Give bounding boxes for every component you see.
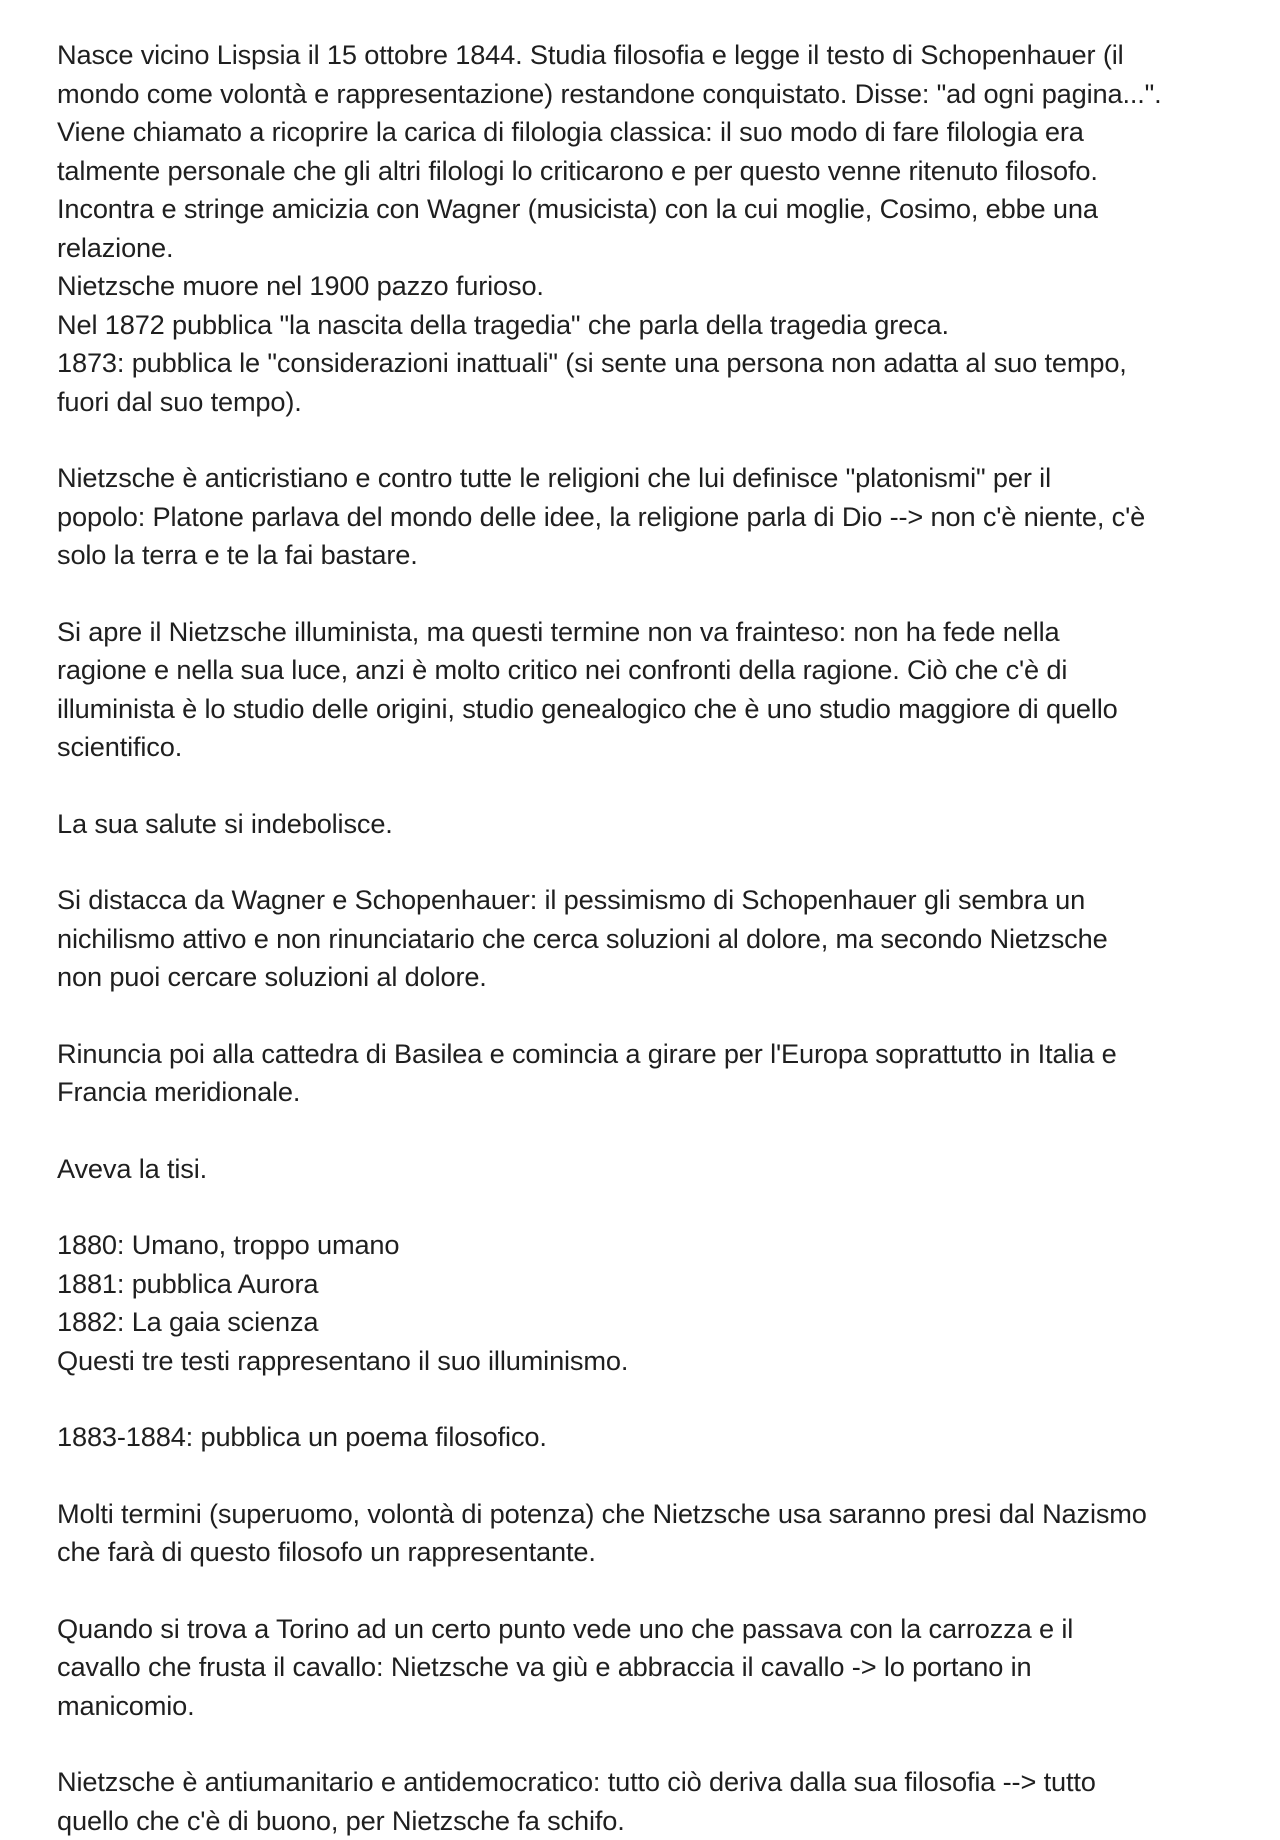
text-line: talmente personale che gli altri filologi lo criticarono e per questo venne ritenuto filosofo. [57, 152, 1230, 191]
text-line: Nel 1872 pubblica "la nascita della tragedia" che parla della tragedia greca. [57, 306, 1230, 345]
text-line: Quando si trova a Torino ad un certo punto vede uno che passava con la carrozza e il [57, 1610, 1230, 1649]
text-line: 1883-1884: pubblica un poema filosofico. [57, 1418, 1230, 1457]
document-body [57, 36, 1230, 1840]
text-line: nichilismo attivo e non rinunciatario che cerca soluzioni al dolore, ma secondo Nietzsche [57, 920, 1230, 959]
paragraph [57, 613, 1230, 767]
text-line: ragione e nella sua luce, anzi è molto critico nei confronti della ragione. Ciò che c'è di [57, 651, 1230, 690]
paragraph [57, 459, 1230, 575]
paragraph [57, 1226, 1230, 1380]
text-line: Nietzsche è anticristiano e contro tutte le religioni che lui definisce "platonismi" per il [57, 459, 1230, 498]
text-line: Rinuncia poi alla cattedra di Basilea e comincia a girare per l'Europa soprattutto in Italia e [57, 1035, 1230, 1074]
text-line: 1880: Umano, troppo umano [57, 1226, 1230, 1265]
paragraph [57, 1495, 1230, 1572]
text-line: La sua salute si indebolisce. [57, 805, 1230, 844]
text-line: Nietzsche è antiumanitario e antidemocratico: tutto ciò deriva dalla sua filosofia --> tutto [57, 1763, 1230, 1802]
text-line: scientifico. [57, 728, 1230, 767]
text-line: Incontra e stringe amicizia con Wagner (musicista) con la cui moglie, Cosimo, ebbe una [57, 190, 1230, 229]
text-line: 1881: pubblica Aurora [57, 1265, 1230, 1304]
paragraph [57, 1418, 1230, 1457]
text-line: 1873: pubblica le "considerazioni inattuali" (si sente una persona non adatta al suo tempo, [57, 344, 1230, 383]
text-line: Molti termini (superuomo, volontà di potenza) che Nietzsche usa saranno presi dal Nazismo [57, 1495, 1230, 1534]
text-line: Viene chiamato a ricoprire la carica di filologia classica: il suo modo di fare filologia era [57, 113, 1230, 152]
paragraph [57, 1610, 1230, 1726]
text-line: Francia meridionale. [57, 1073, 1230, 1112]
text-line: non puoi cercare soluzioni al dolore. [57, 958, 1230, 997]
text-line: Aveva la tisi. [57, 1150, 1230, 1189]
text-line: relazione. [57, 229, 1230, 268]
paragraph [57, 805, 1230, 844]
text-line: popolo: Platone parlava del mondo delle idee, la religione parla di Dio --> non c'è niente, c'è [57, 498, 1230, 537]
text-line: quello che c'è di buono, per Nietzsche fa schifo. [57, 1802, 1230, 1840]
text-line: fuori dal suo tempo). [57, 383, 1230, 422]
text-line: che farà di questo filosofo un rappresentante. [57, 1533, 1230, 1572]
text-line: manicomio. [57, 1687, 1230, 1726]
text-line: illuminista è lo studio delle origini, studio genealogico che è uno studio maggiore di quello [57, 690, 1230, 729]
text-line: mondo come volontà e rappresentazione) restandone conquistato. Disse: "ad ogni pagina...". [57, 75, 1230, 114]
paragraph [57, 36, 1230, 421]
text-line: Si apre il Nietzsche illuminista, ma questi termine non va frainteso: non ha fede nella [57, 613, 1230, 652]
text-line: Nietzsche muore nel 1900 pazzo furioso. [57, 267, 1230, 306]
paragraph [57, 1035, 1230, 1112]
paragraph [57, 1763, 1230, 1840]
text-line: Si distacca da Wagner e Schopenhauer: il pessimismo di Schopenhauer gli sembra un [57, 881, 1230, 920]
text-line: solo la terra e te la fai bastare. [57, 536, 1230, 575]
text-line: 1882: La gaia scienza [57, 1303, 1230, 1342]
paragraph [57, 881, 1230, 997]
paragraph [57, 1150, 1230, 1189]
text-line: Questi tre testi rappresentano il suo illuminismo. [57, 1342, 1230, 1381]
text-line: Nasce vicino Lispsia il 15 ottobre 1844. Studia filosofia e legge il testo di Schopenhauer (il [57, 36, 1230, 75]
text-line: cavallo che frusta il cavallo: Nietzsche va giù e abbraccia il cavallo -> lo portano in [57, 1648, 1230, 1687]
